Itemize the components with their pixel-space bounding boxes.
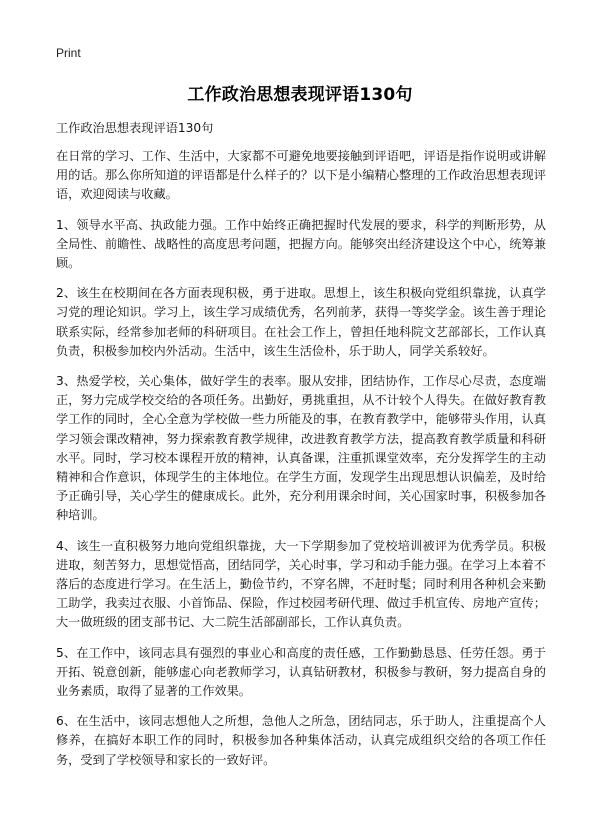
paragraph-item-5: 5、在工作中，该同志具有强烈的事业心和高度的责任感，工作勤勤恳恳、任劳任怨。勇于开拓、锐意创新，能够虚心向老教师学习，认真钻研教材，积极参与教研，努力提高自身的业务素质，取得了显著的工作效果。 [56,645,546,699]
print-link[interactable]: Print [56,46,81,60]
article-subtitle: 工作政治思想表现评语130句 [56,121,214,135]
paragraph-intro: 在日常的学习、工作、生活中，大家都不可避免地要接触到评语吧，评语是指作说明或讲解用的话。那么你所知道的评语都是什么样子的？以下是小编精心整理的工作政治思想表现评语，欢迎阅读与收藏。 [56,149,546,202]
article-body [56,120,546,781]
paragraph-item-1: 1、领导水平高、执政能力强。工作中始终正确把握时代发展的要求，科学的判断形势，从全局性、前瞻性、战略性的高度思考问题，把握方向。能够突出经济建设这个中心，统筹兼顾。 [56,217,546,271]
paragraph-item-4: 4、该生一直积极努力地向党组织靠拢，大一下学期参加了党校培训被评为优秀学员。积极进取，刻苦努力，思想觉悟高，团结同学，关心时事，学习和动手能力强。在学习上本着不落后的态度进行学习。在生活上，勤俭节约，不穿名牌，不赶时髦；同时利用各种机会来勤工助学，我卖过衣服、小首饰品、保险，作过校园考研代理、做过手机宣传、房地产宣传；大一做班级的团支部书记、大二院生活部副部长，工作认真负责。 [56,538,546,630]
paragraph-item-3: 3、热爱学校，关心集体，做好学生的表率。服从安排，团结协作，工作尽心尽责，态度端正，努力完成学校交给的各项任务。出勤好，勇挑重担，从不计较个人得失。在做好教育教学工作的同时，全心全意为学校做一些力所能及的事，在教育教学中，能够带头作用，认真学习领会课改精神，努力探索教育教学规律，改进教育教学方法，提高教育教学质量和科研水平。同时，学习校本课程开放的精神，认真备课，注重抓课堂效率，充分发挥学生的主动精神和合作意识，体现学生的主体地位。在学生方面，发现学生出现思想认识偏差，及时给予正确引导，关心学生的健康成长。此外，充分利用课余时间，关心国家时事，积极参加各种培训。 [56,374,546,523]
paragraph-item-2: 2、该生在校期间在各方面表现积极，勇于进取。思想上，该生积极向党组织靠拢，认真学习党的理论知识。学习上，该生学习成绩优秀，名列前茅，获得一等奖学金。该生善于理论联系实际，经常参加老师的科研项目。在社会工作上，曾担任地科院文艺部部长，工作认真负责，积极参加校内外活动。生活中，该生生活俭朴，乐于助人，同学关系较好。 [56,286,546,358]
page-title: 工作政治思想表现评语130句 [187,85,413,105]
paragraph-item-6: 6、在生活中，该同志想他人之所想，急他人之所急，团结同志，乐于助人，注重提高个人修养，在搞好本职工作的同时，积极参加各种集体活动，认真完成组织交给的各项工作任务，受到了学校领导和家长的一致好评。 [56,714,546,767]
